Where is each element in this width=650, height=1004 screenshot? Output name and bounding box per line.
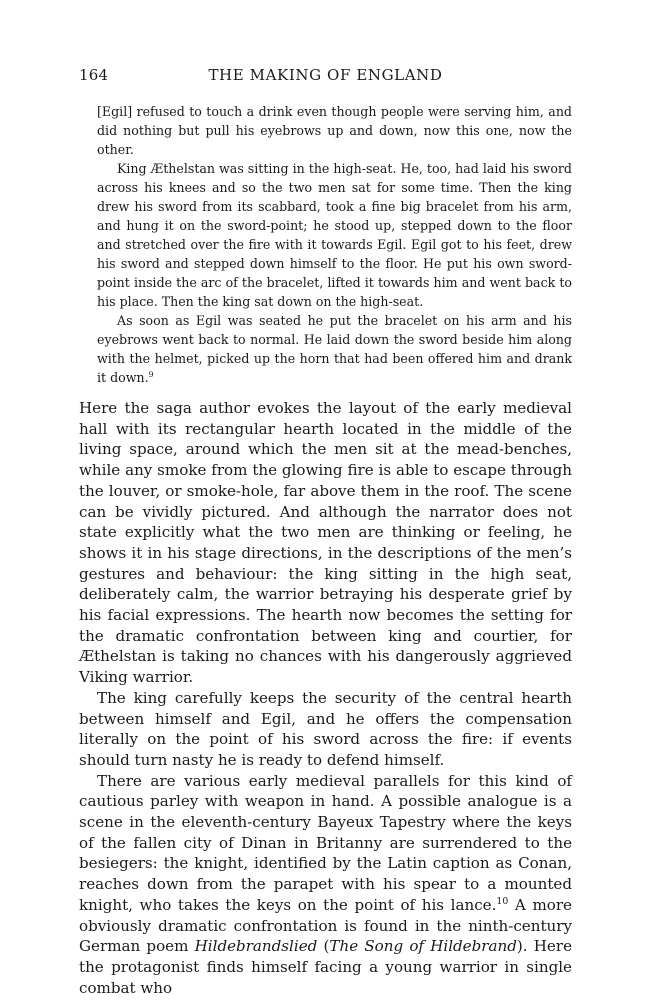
page-number: 164 (79, 66, 109, 84)
body-paragraph-1-text: Here the saga author evokes the layout of the early medieval hall with its rectangular hearth located in the middle of the living space, around which the men sit at the mead-benches, while any smoke from the glowing fire is able to escape through the louver, or smoke-hole, far above them in the roof. The scene can be vividly pictured. And although the narrator does not state explicitly what the two men are thinking or feeling, he shows it in his stage directions, in the descriptions of the men’s gestures and behaviour: the king sitting in the high seat, deliberately calm, the warrior betraying his desperate grief by his facial expressions. The hearth now becomes the setting for the dramatic confrontation between king and courtier, for Æthelstan is taking no chances with his dangerously aggrieved Viking warrior. (79, 399, 572, 687)
body-paragraph-2-text: The king carefully keeps the security of the central hearth between himself and Egil, and he offers the compensation literally on the point of his sword across the fire: if events should turn nasty he is ready to defend himself. (79, 688, 572, 769)
body-paragraph-1 (79, 398, 572, 688)
body-paragraph-3 (79, 771, 572, 999)
footnote-marker-10[interactable]: 10 (496, 895, 509, 907)
quote-paragraph-2 (97, 159, 572, 311)
running-title: THE MAKING OF ENGLAND (208, 66, 443, 84)
poem-title: Hildebrandslied (194, 937, 318, 956)
footnote-marker-9[interactable]: 9 (148, 369, 154, 379)
running-head (79, 66, 572, 88)
block-quote (97, 102, 572, 387)
quote-paragraph-1-text: [Egil] refused to touch a drink even though people were serving him, and did nothing but pull his eyebrows up and down, now this one, now the other. (97, 104, 572, 157)
quote-paragraph-3 (97, 311, 572, 387)
quote-paragraph-1 (97, 102, 572, 159)
body-paragraph-3-text-a: There are various early medieval parallels for this kind of cautious parley with weapon in hand. A possible analogue is a scene in the eleventh-century Bayeux Tapestry where the keys of the fallen city of Dinan in Britanny are surrendered to the besiegers: the knight, identified by the Latin caption as Conan, reaches down from the parapet with his spear to a mounted knight, who takes the keys on the point of his lance. (79, 771, 572, 914)
book-page (79, 66, 572, 998)
body-paragraph-3-text-d: ). Here the protagonist finds himself facing a young warrior in single combat who (79, 937, 573, 997)
body-paragraph-3-text-c: ( (317, 937, 330, 956)
quote-paragraph-2-text: King Æthelstan was sitting in the high-seat. He, too, had laid his sword across his knees and so the two men sat for some time. Then the king drew his sword from its scabbard, took a fine big bracelet from his arm, and hung it on the sword-point; he stood up, stepped down to the floor and stretched over the fire with it towards Egil. Egil got to his feet, drew his sword and stepped down himself to the floor. He put his own sword-point inside the arc of the bracelet, lifted it towards him and went back to his place. Then the king sat down on the high-seat. (97, 161, 572, 309)
quote-paragraph-3-text: As soon as Egil was seated he put the bracelet on his arm and his eyebrows went back to normal. He laid down the sword beside him along with the helmet, picked up the horn that had been offered him and drank it down. (97, 313, 572, 385)
poem-title-translation: The Song of Hildebrand (329, 937, 517, 956)
body-paragraph-3-text-b: A more obviously dramatic confrontation is found in the ninth-century German poem (79, 895, 572, 956)
body-paragraph-2 (79, 688, 572, 771)
body-text (79, 398, 572, 998)
